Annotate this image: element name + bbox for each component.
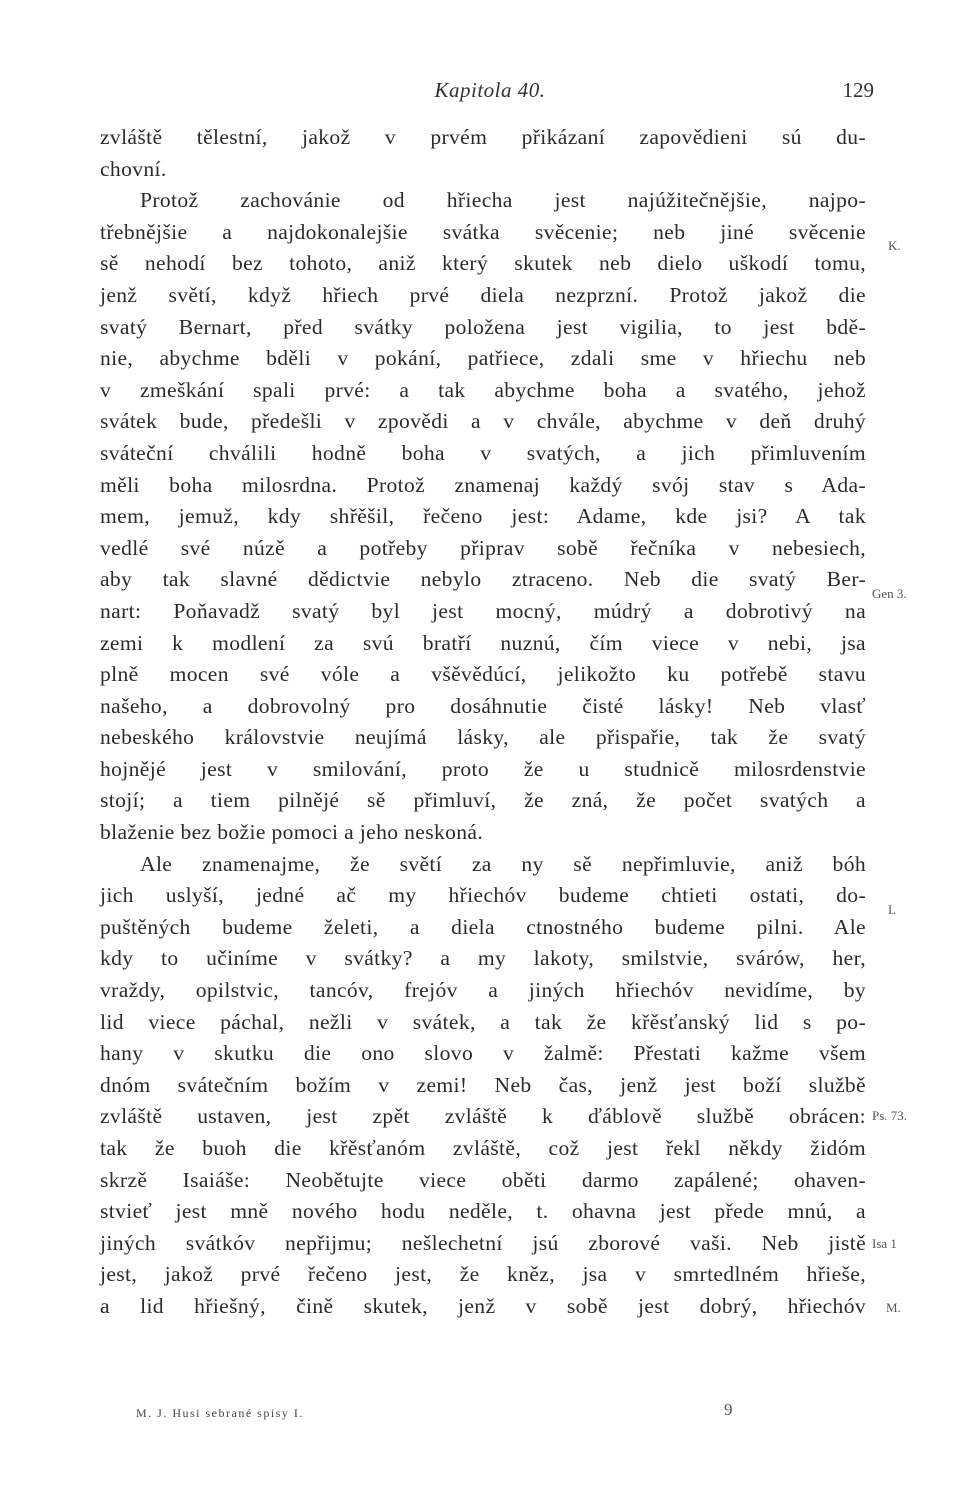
text-line: v zmeškání spali prvé: a tak abychme boha a svatého, jehož (100, 377, 866, 402)
text-line: puštěných budeme želeti, a diela ctnostného budeme pilni. Ale (100, 914, 866, 939)
text-line: zvláště ustaven, jest zpět zvláště k ďáblově službě obrácen: (100, 1104, 866, 1129)
text-line: tak že buoh die křěsťanóm zvláště, což jest řekl někdy židóm (100, 1136, 866, 1160)
text-line: zvláště tělestní, jakož v prvém přikázaní zapovědieni sú du- (100, 125, 866, 149)
page-number: 129 (842, 78, 874, 102)
text-line: jenž světí, když hřiech prvé diela nezprzní. Protož jakož die (100, 282, 866, 307)
running-head (100, 78, 880, 110)
text-line: vedlé své núzě a potřeby připrav sobě řečníka v nebesiech, (100, 535, 866, 560)
footer-note: M. J. Husi sebrané spisy I. (136, 1406, 304, 1420)
text-line: nie, abychme bděli v pokání, patřiece, zdali sme v hřiechu neb (100, 346, 866, 371)
margin-note-ps: Ps. 73. (872, 1108, 908, 1123)
text-line: sě nehodí bez tohoto, aniž který skutek neb dielo uškodí tomu, (100, 251, 866, 276)
text-line: mem, jemuž, kdy shřěšil, řečeno jest: Adame, kde jsi? A tak (100, 504, 866, 529)
running-title: Kapitola 40. (434, 78, 546, 102)
text-line: třebnějšie a najdokonalejšie svátka svěcenie; neb jiné svěcenie (100, 219, 866, 244)
text-line: hojnějé jest v smilování, proto že u studnicě milosrdenstvie (100, 756, 866, 781)
text-line: plně mocen své vóle a všěvědúcí, jelikožto ku potřebě stavu (100, 662, 866, 687)
text-line: jich uslyší, jedné ač my hřiechóv budeme chtieti ostati, do- (100, 883, 866, 908)
text-line: stojí; a tiem pilnějé sě přimluví, že zná, že počet svatých a (100, 788, 866, 813)
text-line: chovní. (100, 156, 167, 181)
signature-mark: 9 (724, 1400, 733, 1419)
text-line: vraždy, opilstvic, tancóv, frejóv a jiných hřiechóv nevidíme, by (100, 978, 866, 1003)
text-line: Protož zachovánie od hřiecha jest najúžitečnějšie, najpo- (140, 188, 866, 213)
text-line: lid viece páchal, nežli v svátek, a tak že křěsťanský lid s po- (100, 1009, 866, 1034)
text-line: svátek bude, předešli v zpovědi a v chvále, abychme v deň druhý (100, 409, 866, 434)
margin-note-k: K. (888, 238, 901, 253)
text-line: Ale znamenajme, že světí za ny sě nepřimluvie, aniž bóh (140, 851, 866, 876)
text-line: a lid hřiešný, čině skutek, jenž v sobě jest dobrý, hřiechóv (100, 1293, 866, 1318)
text-line: kdy to učiníme v svátky? a my lakoty, smilstvie, svárów, her, (100, 946, 866, 971)
text-line: nart: Poňavadž svatý byl jest mocný, múdrý a dobrotivý na (100, 598, 866, 623)
text-line: svatý Bernart, před svátky položena jest vigilia, to jest bdě- (100, 314, 866, 339)
text-line: skrzě Isaiáše: Neobětujte viece oběti darmo zapálené; ohaven- (100, 1167, 866, 1192)
text-line: našeho, a dobrovolný pro dosáhnutie čisté lásky! Neb vlasť (100, 693, 866, 718)
text-line: jiných svátkóv nepřijmu; nešlechetní jsú zborové vaši. Neb jistě (100, 1230, 866, 1255)
text-line: nebeského královstvie neujímá lásky, ale přispařie, tak že svatý (100, 725, 866, 750)
margin-note-isa: Isa 1 (872, 1236, 897, 1251)
text-line: hany v skutku die ono slovo v žalmě: Přestati kažme všem (100, 1041, 866, 1066)
text-line: sváteční chválili hodně boha v svatých, a jich přimluvením (100, 440, 866, 465)
margin-note-gen: Gen 3. (872, 586, 907, 601)
text-line: dnóm svátečním božím v zemi! Neb čas, jenž jest boží službě (100, 1072, 866, 1097)
text-line: stvieť jest mně nového hodu neděle, t. ohavna jest přede mnú, a (100, 1199, 866, 1224)
text-line: zemi k modlení za svú bratří nuznú, čím viece v nebi, jsa (100, 630, 866, 655)
text-line: jest, jakož prvé řečeno jest, že kněz, jsa v smrtedlném hřieše, (100, 1262, 866, 1287)
body-text (100, 122, 866, 1323)
text-line: měli boha milosrdna. Protož znamenaj každý svój stav s Ada- (100, 472, 866, 497)
margin-note-m: M. (886, 1300, 901, 1315)
text-line: blaženie bez božie pomoci a jeho neskoná. (100, 820, 484, 845)
margin-note-l: L (888, 902, 896, 917)
text-line: aby tak slavné dědictvie nebylo ztraceno. Neb die svatý Ber- (100, 567, 866, 592)
